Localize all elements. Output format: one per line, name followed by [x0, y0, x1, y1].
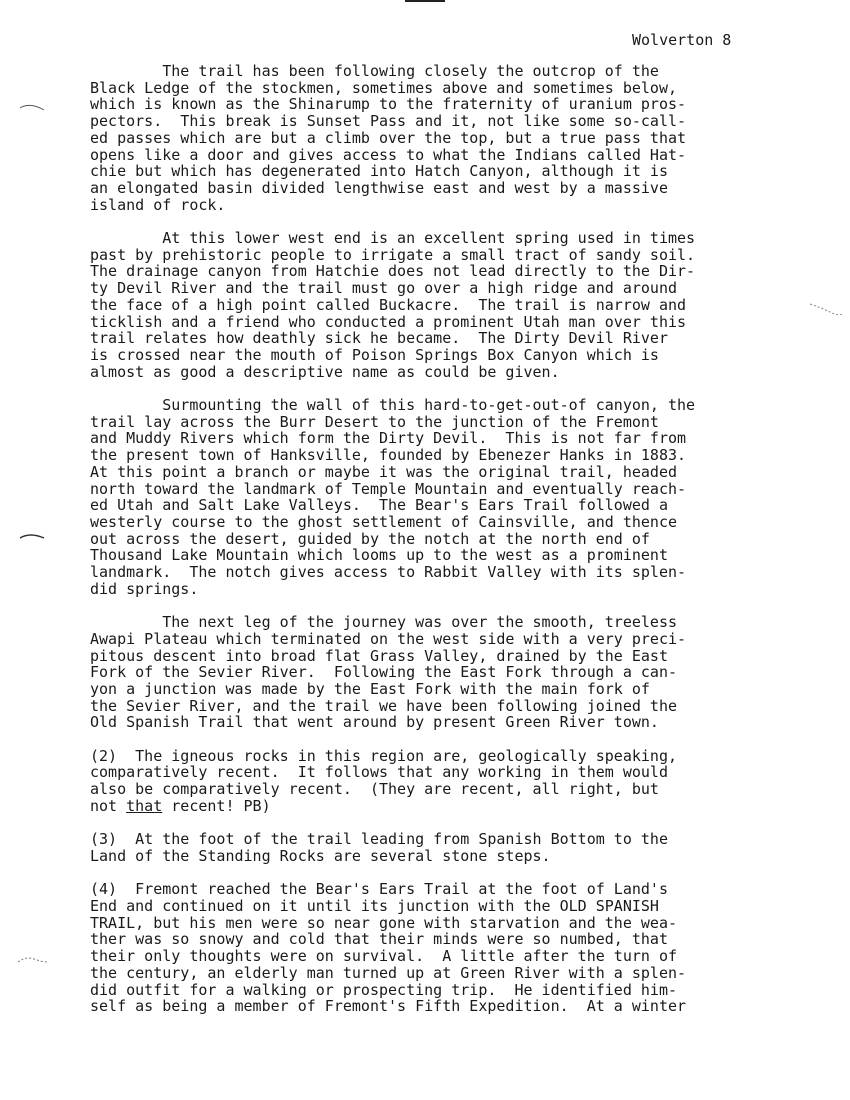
text-line: (3) At the foot of the trail leading from Spanish Bottom to the — [90, 830, 668, 849]
text-line: past by prehistoric people to irrigate a small tract of sandy soil. — [90, 245, 696, 264]
text-line: landmark. The notch gives access to Rabbit Valley with its splen- — [90, 563, 687, 582]
text-line: pectors. This break is Sunset Pass and it, not like some so-call- — [90, 112, 687, 131]
text-line: and Muddy Rivers which form the Dirty Devil. This is not far from — [90, 429, 687, 448]
text-line: yon a junction was made by the East Fork with the main fork of — [90, 679, 650, 698]
text-line: island of rock. — [90, 195, 226, 214]
text-line: trail relates how deathly sick he became. The Dirty Devil River — [90, 329, 668, 348]
text-line: the Sevier River, and the trail we have been following joined the — [90, 696, 677, 715]
text-line: Awapi Plateau which terminated on the west side with a very preci- — [90, 629, 687, 648]
text-line: the century, an elderly man turned up at Green River with a splen- — [90, 963, 687, 982]
text-line: TRAIL, but his men were so near gone with starvation and the wea- — [90, 913, 677, 932]
top-edge-mark — [405, 0, 445, 2]
text-line: The trail has been following closely the outcrop of the — [90, 62, 659, 80]
text-line: Old Spanish Trail that went around by present Green River town. — [90, 713, 659, 732]
text-line: the face of a high point called Buckacre. The trail is narrow and — [90, 295, 687, 314]
text-line: The next leg of the journey was over the smooth, treeless — [90, 613, 677, 632]
text-line: their only thoughts were on survival. A little after the turn of — [90, 947, 677, 966]
text-line: out across the desert, guided by the notch at the north end of — [90, 529, 650, 548]
underlined-word: that — [126, 796, 163, 815]
text-line: ed Utah and Salt Lake Valleys. The Bear's Ears Trail followed a — [90, 496, 668, 515]
text-line: comparatively recent. It follows that any working in them would — [90, 763, 668, 782]
text-line: Thousand Lake Mountain which looms up to the west as a prominent — [90, 546, 668, 565]
text-line: trail lay across the Burr Desert to the junction of the Fremont — [90, 412, 659, 431]
text-line: Fork of the Sevier River. Following the East Fork through a can- — [90, 663, 677, 682]
text-line: At this lower west end is an excellent spring used in times — [90, 229, 696, 248]
text-line: ther was so snowy and cold that their minds were so numbed, that — [90, 930, 668, 949]
text-line: chie but which has degenerated into Hatch Canyon, although it is — [90, 162, 668, 181]
text-line: did outfit for a walking or prospecting trip. He identified him- — [90, 980, 677, 999]
text-line: almost as good a descriptive name as could be given. — [90, 362, 560, 381]
text-line: the present town of Hanksville, founded by Ebenezer Hanks in 1883. — [90, 446, 687, 465]
margin-smudge-1 — [18, 100, 48, 114]
text-line — [90, 798, 770, 815]
text-line: End and continued on it until its junction with the OLD SPANISH — [90, 897, 659, 916]
margin-smudge-3 — [16, 952, 50, 966]
text-line: self as being a member of Fremont's Fifth Expedition. At a winter — [90, 997, 687, 1016]
text-line: Black Ledge of the stockmen, sometimes above and sometimes below, — [90, 78, 677, 97]
paragraph-3 — [90, 397, 770, 597]
page-header: Wolverton 8 — [632, 31, 732, 49]
text-line: ticklish and a friend who conducted a prominent Utah man over this — [90, 312, 687, 331]
text-line: Surmounting the wall of this hard-to-get-out-of canyon, the — [90, 396, 696, 415]
text-line: (2) The igneous rocks in this region are, geologically speaking, — [90, 746, 677, 765]
text-fragment: recent! PB) — [162, 796, 271, 815]
text-line: an elongated basin divided lengthwise east and west by a massive — [90, 178, 668, 197]
text-line: which is known as the Shinarump to the fraternity of uranium pros- — [90, 95, 687, 114]
paragraph-4 — [90, 614, 770, 731]
text-line: ed passes which are but a climb over the top, but a true pass that — [90, 128, 687, 147]
margin-smudge-4 — [808, 300, 844, 316]
text-line: is crossed near the mouth of Poison Springs Box Canyon which is — [90, 345, 659, 364]
footnote-3 — [90, 831, 770, 864]
footnote-4 — [90, 881, 770, 1015]
footnote-2 — [90, 748, 770, 815]
text-line: opens like a door and gives access to what the Indians called Hat- — [90, 145, 687, 164]
text-line: also be comparatively recent. (They are recent, all right, but — [90, 780, 659, 799]
text-line: (4) Fremont reached the Bear's Ears Trail at the foot of Land's — [90, 880, 668, 899]
paragraph-1 — [90, 63, 770, 213]
text-fragment: not — [90, 796, 127, 815]
text-line: ty Devil River and the trail must go over a high ridge and around — [90, 279, 677, 298]
paragraph-2 — [90, 230, 770, 380]
margin-smudge-2 — [18, 530, 48, 544]
text-line: north toward the landmark of Temple Mountain and eventually reach- — [90, 479, 687, 498]
text-line: Land of the Standing Rocks are several stone steps. — [90, 846, 551, 865]
document-body — [90, 63, 770, 1032]
text-line: westerly course to the ghost settlement of Cainsville, and thence — [90, 512, 677, 531]
text-line: did springs. — [90, 579, 199, 598]
text-line: The drainage canyon from Hatchie does not lead directly to the Dir- — [90, 262, 696, 281]
text-line: At this point a branch or maybe it was the original trail, headed — [90, 462, 677, 481]
text-line: pitous descent into broad flat Grass Valley, drained by the East — [90, 646, 668, 665]
